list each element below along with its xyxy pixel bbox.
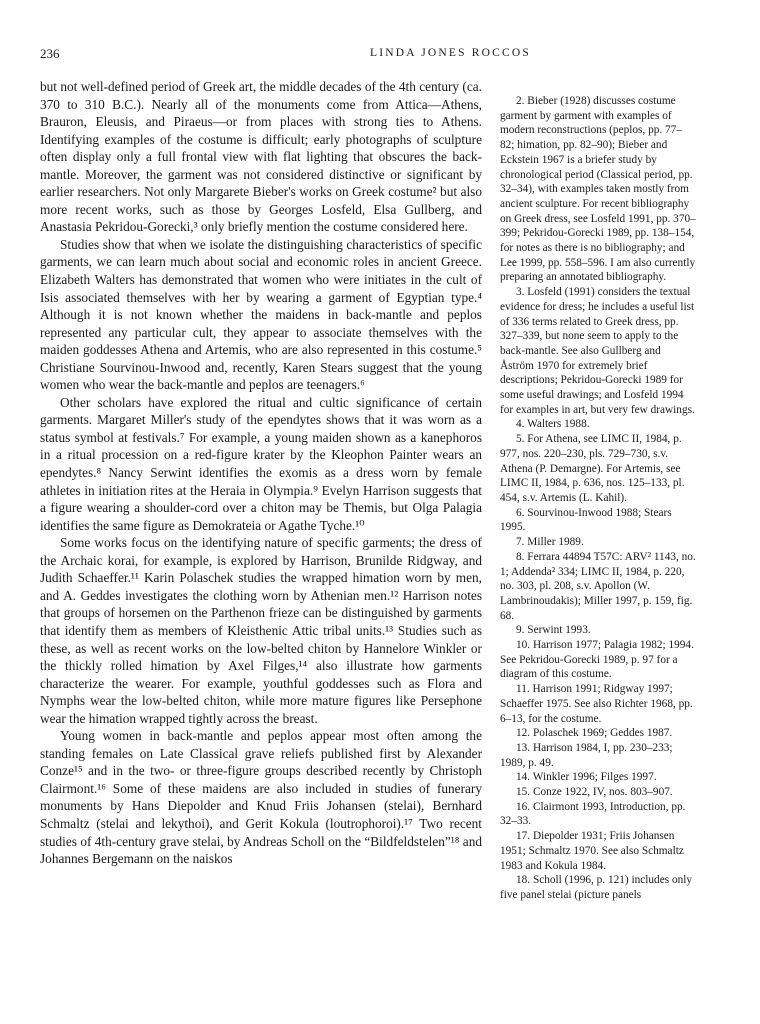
footnote: 8. Ferrara 44894 T57C: ARV² 1143, no. 1; Addenda² 334; LIMC II, 1984, p. 220, no. 303, pl. 208, s.v. Apollon (W. Lambrinoudakis); Miller 1997, p. 159, fig. 68. xyxy=(500,550,696,622)
footnote: 5. For Athena, see LIMC II, 1984, p. 977, nos. 220–230, pls. 729–730, s.v. Athena (P. Demargne). For Artemis, see LIMC II, 1984, p. 636, nos. 125–133, pl. 454, s.v. Artemis (L. Kahil). xyxy=(500,433,685,504)
footnote: 14. Winkler 1996; Filges 1997. xyxy=(516,771,657,784)
footnote: 3. Losfeld (1991) considers the textual evidence for dress; he includes a useful list of 336 terms related to Greek dress, pp. 327–339, but none seem to apply to the back-mantle. See also Gullberg and Åström 1970 for extremely brief descriptions; Pekridou-Gorecki 1989 for some useful drawings; and Losfeld 1994 for examples in art, but very few drawings. xyxy=(500,286,695,416)
body-paragraph: Young women in back-mantle and peplos appear most often among the standing females on Late Classical grave reliefs published first by Alexander Conze¹⁵ and in the two- or three-figure groups described recently by Christoph Clairmont.¹⁶ Some of these maidens are also included in studies of funerary monuments by Hans Diepolder and Knud Friis Johansen (stelai), Bernhard Schmaltz (stelai and lekythoi), and Gerit Kokula (loutrophoroi).¹⁷ Two recent studies of 4th-century grave stelai, by Andreas Scholl on the “Bildfeldstelen”¹⁸ and Johannes Bergemann on the naiskos xyxy=(40,728,482,867)
footnote: 10. Harrison 1977; Palagia 1982; 1994. See Pekridou-Gorecki 1989, p. 97 for a diagram of this costume. xyxy=(500,639,694,681)
body-paragraph: Other scholars have explored the ritual and cultic significance of certain garments. Margaret Miller's study of the ependytes shows that it was worn as a status symbol at festivals.⁷ For example, a young maiden shown as a kanephoros in a ritual procession on a red-figure krater by the Kleophon Painter wears an ependytes.⁸ Nancy Serwint identifies the exomis as a dress worn by female athletes in initiation rites at the Heraia in Olympia.⁹ Evelyn Harrison suggests that a figure wearing a shoulder-cord over a chiton may be Themis, but Olga Palagia identifies the same figure as Demokrateia or Agathe Tyche.¹⁰ xyxy=(40,394,482,533)
footnote: 13. Harrison 1984, I, pp. 230–233; 1989, p. 49. xyxy=(500,741,673,769)
footnote: 12. Polaschek 1969; Geddes 1987. xyxy=(516,727,673,740)
footnote: 15. Conze 1922, IV, nos. 803–907. xyxy=(516,786,673,799)
footnote: 7. Miller 1989. xyxy=(516,536,584,549)
footnote: 4. Walters 1988. xyxy=(516,418,590,431)
footnotes-column xyxy=(500,94,696,903)
body-paragraph: Some works focus on the identifying nature of specific garments; the dress of the Archaic korai, for example, is explored by Harrison, Brunilde Ridgway, and Judith Schaeffer.¹¹ Karin Polaschek studies the wrapped himation worn by men, and A. Geddes investigates the clothing worn by Athenian men.¹² Harrison notes that groups of horsemen on the Parthenon frieze can be distinguished by garments that identify them as members of Kleisthenic Attic tribal units.¹³ Studies such as these, as well as recent works on the low-belted chiton by Hannelore Winkler or the thickly rolled himation by Axel Filges,¹⁴ also illustrate how garments characterize the wearer. For example, youthful goddesses such as Flora and Nymphs wear the low-belted chiton, while more mature figures like Persephone wear the himation wrapped tightly across the breast. xyxy=(40,535,482,726)
page-number: 236 xyxy=(40,46,60,61)
page-header xyxy=(40,46,720,66)
body-paragraph: Studies show that when we isolate the distinguishing characteristics of specific garments, we can learn much about social and economic roles in ancient Greece. Elizabeth Walters has demonstrated that women who were initiates in the cult of Isis associated themselves with her by wearing a garment of Egyptian type.⁴ Although it is not known whether the maidens in back-mantle and peplos represented any particular cult, they appear to associate themselves with the maiden goddesses Athena and Artemis, who are also represented in this costume.⁵ Christiane Sourvinou-Inwood and, recently, Karen Stears suggest that the young women who wear the back-mantle and peplos are teenagers.⁶ xyxy=(40,236,482,393)
footnote: 6. Sourvinou-Inwood 1988; Stears 1995. xyxy=(500,506,672,534)
footnote: 18. Scholl (1996, p. 121) includes only five panel stelai (picture panels xyxy=(500,874,693,901)
body-paragraph: but not well-defined period of Greek art, the middle decades of the 4th century (ca. 370 to 310 B.C.). Nearly all of the monuments come from Attica—Athens, Brauron, Eleusis, and Piraeus—or from places with strong ties to Athens. Identifying examples of the costume is difficult; early photographs of sculpture often display only a full frontal view with flat lighting that obscures the back-mantle. Moreover, the garment was not considered distinctive or significant by earlier researchers. Not only Margarete Bieber's works on Greek costume² but also more recent works, such as those by Georges Losfeld, Elsa Gullberg, and Anastasia Pekridou-Gorecki,³ only briefly mention the costume considered here. xyxy=(40,79,482,235)
footnote: 2. Bieber (1928) discusses costume garment by garment with examples of modern reconstructions (peplos, pp. 77–82; himation, pp. 82–90); Bieber and Eckstein 1967 is a briefer study by chronological period (Classical period, pp. 32–34), with examples taken mostly from ancient sculpture. For recent bibliography on Greek dress, see Losfeld 1991, pp. 370–399; Pekridou-Gorecki 1989, pp. 138–154, for notes as there is no bibliography; and Lee 1999, pp. 558–596. I am also currently preparing an annotated bibliography. xyxy=(500,95,696,284)
footnote: 11. Harrison 1991; Ridgway 1997; Schaeffer 1975. See also Richter 1968, pp. 6–13, for the costume. xyxy=(500,683,693,725)
footnote: 16. Clairmont 1993, Introduction, pp. 32–33. xyxy=(500,800,686,828)
running-head: LINDA JONES ROCCOS xyxy=(370,47,532,59)
footnote: 9. Serwint 1993. xyxy=(516,624,591,637)
footnote: 17. Diepolder 1931; Friis Johansen 1951; Schmaltz 1970. See also Schmaltz 1983 and Kokula 1984. xyxy=(500,830,684,872)
main-text-column xyxy=(40,78,482,868)
